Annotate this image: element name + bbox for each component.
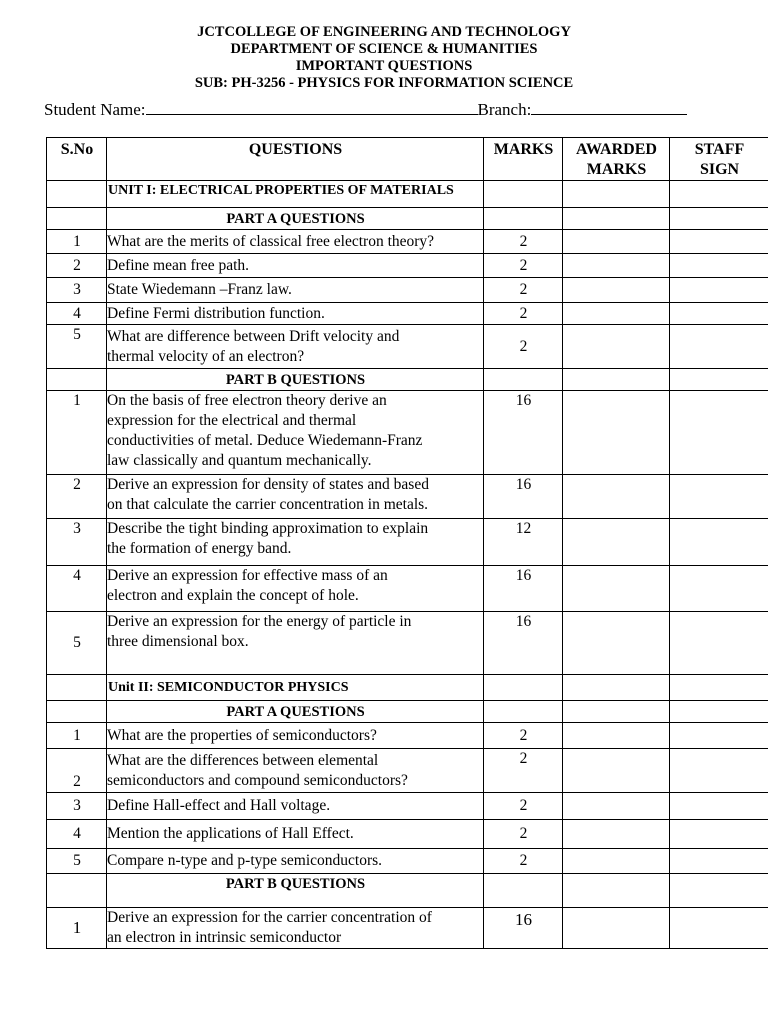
awarded-marks-cell[interactable] xyxy=(563,820,670,849)
part-b-heading: PART B QUESTIONS xyxy=(107,874,484,908)
row-sno: 3 xyxy=(47,278,107,303)
row-question: On the basis of free electron theory derive an expression for the electrical and thermal conductivities of metal. Deduce Wiedemann-Franz law classically and quantum mechanically. xyxy=(107,391,484,475)
row-marks: 16 xyxy=(484,612,563,675)
row-marks: 16 xyxy=(484,391,563,475)
table-row xyxy=(47,391,768,475)
row-question: Describe the tight binding approximation to explain the formation of energy band. xyxy=(107,519,484,566)
staff-sign-cell[interactable] xyxy=(670,303,768,325)
row-question: Derive an expression for effective mass of an electron and explain the concept of hole. xyxy=(107,566,484,612)
awarded-marks-cell[interactable] xyxy=(563,278,670,303)
branch-label: Branch: xyxy=(477,100,532,119)
staff-sign-cell[interactable] xyxy=(670,723,768,749)
awarded-marks-cell[interactable] xyxy=(563,519,670,566)
row-sno: 2 xyxy=(47,749,107,793)
row-question: Compare n-type and p-type semiconductors. xyxy=(107,849,484,874)
part-heading-row xyxy=(47,874,768,908)
document-header xyxy=(0,24,768,92)
header-marks: MARKS xyxy=(484,138,563,181)
staff-sign-cell[interactable] xyxy=(670,749,768,793)
row-marks: 2 xyxy=(484,230,563,254)
department-name: DEPARTMENT OF SCIENCE & HUMANITIES xyxy=(230,41,538,57)
staff-sign-cell[interactable] xyxy=(670,278,768,303)
row-sno: 4 xyxy=(47,820,107,849)
student-info-line xyxy=(44,99,724,120)
staff-sign-cell[interactable] xyxy=(670,849,768,874)
table-row xyxy=(47,566,768,612)
header-questions: QUESTIONS xyxy=(107,138,484,181)
questions-table xyxy=(46,137,768,949)
table-row xyxy=(47,254,768,278)
row-sno: 5 xyxy=(47,325,107,369)
awarded-marks-cell[interactable] xyxy=(563,230,670,254)
staff-sign-cell[interactable] xyxy=(670,566,768,612)
row-sno: 1 xyxy=(47,908,107,949)
awarded-marks-cell[interactable] xyxy=(563,908,670,949)
table-row xyxy=(47,325,768,369)
table-row xyxy=(47,278,768,303)
staff-sign-cell[interactable] xyxy=(670,793,768,820)
table-row xyxy=(47,749,768,793)
row-question: Derive an expression for the energy of particle in three dimensional box. xyxy=(107,612,484,675)
awarded-marks-cell[interactable] xyxy=(563,325,670,369)
staff-sign-cell[interactable] xyxy=(670,820,768,849)
row-question: What are the properties of semiconductors? xyxy=(107,723,484,749)
row-question: Define mean free path. xyxy=(107,254,484,278)
table-header-row xyxy=(47,138,768,181)
awarded-marks-cell[interactable] xyxy=(563,723,670,749)
awarded-marks-cell[interactable] xyxy=(563,475,670,519)
subject-line: SUB: PH-3256 - PHYSICS FOR INFORMATION SCIENCE xyxy=(194,75,574,91)
table-row xyxy=(47,723,768,749)
row-sno: 3 xyxy=(47,519,107,566)
row-marks: 2 xyxy=(484,749,563,793)
table-row xyxy=(47,793,768,820)
staff-sign-cell[interactable] xyxy=(670,519,768,566)
unit-title: UNIT I: ELECTRICAL PROPERTIES OF MATERIALS xyxy=(107,181,484,208)
awarded-marks-cell[interactable] xyxy=(563,303,670,325)
part-heading-row xyxy=(47,369,768,391)
awarded-marks-cell[interactable] xyxy=(563,391,670,475)
unit-row xyxy=(47,675,768,701)
part-heading-row xyxy=(47,208,768,230)
staff-sign-cell[interactable] xyxy=(670,230,768,254)
staff-sign-cell[interactable] xyxy=(670,254,768,278)
table-row xyxy=(47,820,768,849)
row-question: What are the differences between elemental semiconductors and compound semiconductors? xyxy=(107,749,484,793)
staff-sign-cell[interactable] xyxy=(670,612,768,675)
table-row xyxy=(47,849,768,874)
table-row xyxy=(47,230,768,254)
row-marks: 16 xyxy=(484,566,563,612)
row-sno: 5 xyxy=(47,849,107,874)
row-sno: 2 xyxy=(47,475,107,519)
row-marks: 2 xyxy=(484,849,563,874)
row-marks: 2 xyxy=(484,820,563,849)
header-awarded-marks: AWARDED MARKS xyxy=(563,138,670,181)
awarded-marks-cell[interactable] xyxy=(563,612,670,675)
staff-sign-cell[interactable] xyxy=(670,391,768,475)
row-sno: 3 xyxy=(47,793,107,820)
row-question: Derive an expression for the carrier concentration of an electron in intrinsic semiconductor xyxy=(107,908,484,949)
part-a-heading: PART A QUESTIONS xyxy=(107,701,484,723)
row-sno: 1 xyxy=(47,230,107,254)
row-marks: 2 xyxy=(484,303,563,325)
unit-title: Unit II: SEMICONDUCTOR PHYSICS xyxy=(107,675,484,701)
row-question: Define Hall-effect and Hall voltage. xyxy=(107,793,484,820)
document-title: IMPORTANT QUESTIONS xyxy=(295,58,473,74)
row-marks: 2 xyxy=(484,325,563,369)
part-b-heading: PART B QUESTIONS xyxy=(107,369,484,391)
row-marks: 2 xyxy=(484,793,563,820)
awarded-marks-cell[interactable] xyxy=(563,254,670,278)
college-name: JCTCOLLEGE OF ENGINEERING AND TECHNOLOGY xyxy=(197,24,571,40)
header-sno: S.No xyxy=(47,138,107,181)
row-question: What are difference between Drift velocity and thermal velocity of an electron? xyxy=(107,325,484,369)
awarded-marks-cell[interactable] xyxy=(563,793,670,820)
student-name-label: Student Name: xyxy=(44,100,146,119)
row-marks: 16 xyxy=(484,475,563,519)
header-staff-sign: STAFF SIGN xyxy=(670,138,768,181)
row-sno: 4 xyxy=(47,303,107,325)
row-question: State Wiedemann –Franz law. xyxy=(107,278,484,303)
row-question: What are the merits of classical free electron theory? xyxy=(107,230,484,254)
row-question: Define Fermi distribution function. xyxy=(107,303,484,325)
table-row xyxy=(47,519,768,566)
branch-field[interactable] xyxy=(531,99,687,115)
staff-sign-cell[interactable] xyxy=(670,908,768,949)
row-question: Derive an expression for density of states and based on that calculate the carrier concentration in metals. xyxy=(107,475,484,519)
row-marks: 12 xyxy=(484,519,563,566)
row-marks: 2 xyxy=(484,723,563,749)
part-heading-row xyxy=(47,701,768,723)
student-name-field[interactable] xyxy=(146,99,478,115)
row-marks: 16 xyxy=(484,908,563,949)
table-row xyxy=(47,908,768,949)
row-sno: 1 xyxy=(47,391,107,475)
part-a-heading: PART A QUESTIONS xyxy=(107,208,484,230)
row-sno: 5 xyxy=(47,612,107,675)
table-row xyxy=(47,612,768,675)
row-marks: 2 xyxy=(484,254,563,278)
staff-sign-cell[interactable] xyxy=(670,325,768,369)
staff-sign-cell[interactable] xyxy=(670,475,768,519)
row-sno: 4 xyxy=(47,566,107,612)
table-row xyxy=(47,303,768,325)
awarded-marks-cell[interactable] xyxy=(563,749,670,793)
table-row xyxy=(47,475,768,519)
row-marks: 2 xyxy=(484,278,563,303)
row-question: Mention the applications of Hall Effect. xyxy=(107,820,484,849)
awarded-marks-cell[interactable] xyxy=(563,566,670,612)
awarded-marks-cell[interactable] xyxy=(563,849,670,874)
row-sno: 1 xyxy=(47,723,107,749)
row-sno: 2 xyxy=(47,254,107,278)
unit-row xyxy=(47,181,768,208)
